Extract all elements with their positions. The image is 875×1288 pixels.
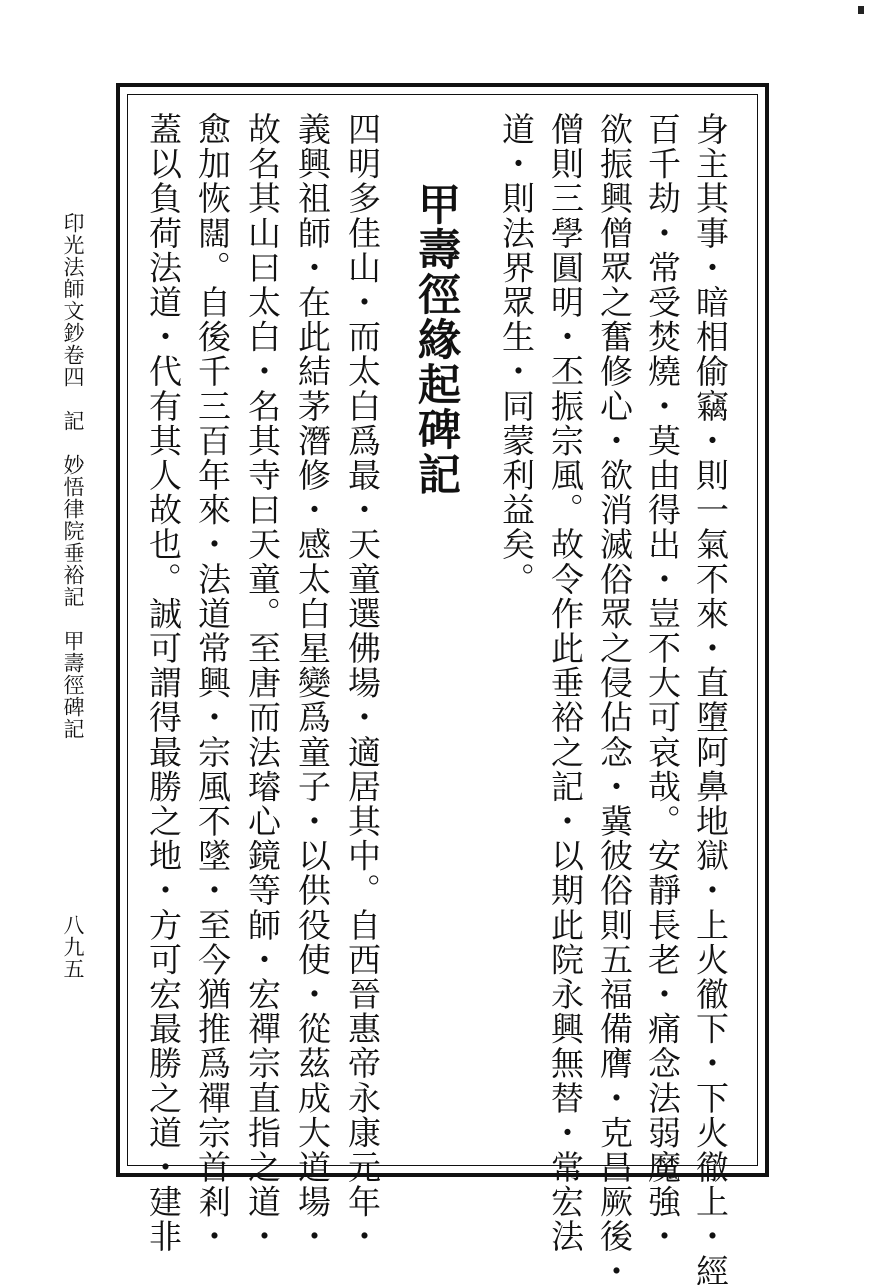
text-column: 義興祖師・在此結茅潛修・感太白星變爲童子・以供役使・從茲成大道場・ — [293, 112, 332, 1254]
page-number: 八九五 — [61, 914, 85, 980]
text-column: 百千劫・常受焚燒・莫由得出・豈不大可哀哉。安靜長老・痛念法弱魔強・ — [643, 112, 682, 1254]
text-column: 欲振興僧眾之奮修心・欲消滅俗眾之侵佔念・冀彼俗則五福備膺・克昌厥後・ — [595, 112, 634, 1288]
running-header: 印光法師文鈔卷四 記 妙悟律院垂裕記 甲壽徑碑記 — [61, 212, 85, 740]
text-column: 身主其事・暗相偷竊・則一氣不來・直墮阿鼻地獄・上火徹下・下火徹上・經 — [691, 112, 730, 1288]
text-column: 故名其山曰太白・名其寺曰天童。至唐而法璿心鏡等師・宏禪宗直指之道・ — [243, 112, 282, 1254]
text-column: 僧則三學圓明・丕振宗風。故令作此垂裕之記・以期此院永興無替・常宏法 — [546, 112, 585, 1254]
text-column: 道・則法界眾生・同蒙利益矣。 — [497, 112, 536, 597]
scan-speck — [858, 6, 864, 14]
essay-title: 甲壽徑緣起碑記 — [411, 182, 461, 497]
text-column: 愈加恢闊。自後千三百年來・法道常興・宗風不墜・至今猶推爲禪宗首剎・ — [193, 112, 232, 1254]
text-column: 四明多佳山・而太白爲最・天童選佛場・適居其中。自西晉惠帝永康元年・ — [343, 112, 382, 1254]
text-column: 蓋以負荷法道・代有其人故也。誠可謂得最勝之地・方可宏最勝之道・建非 — [144, 112, 183, 1254]
